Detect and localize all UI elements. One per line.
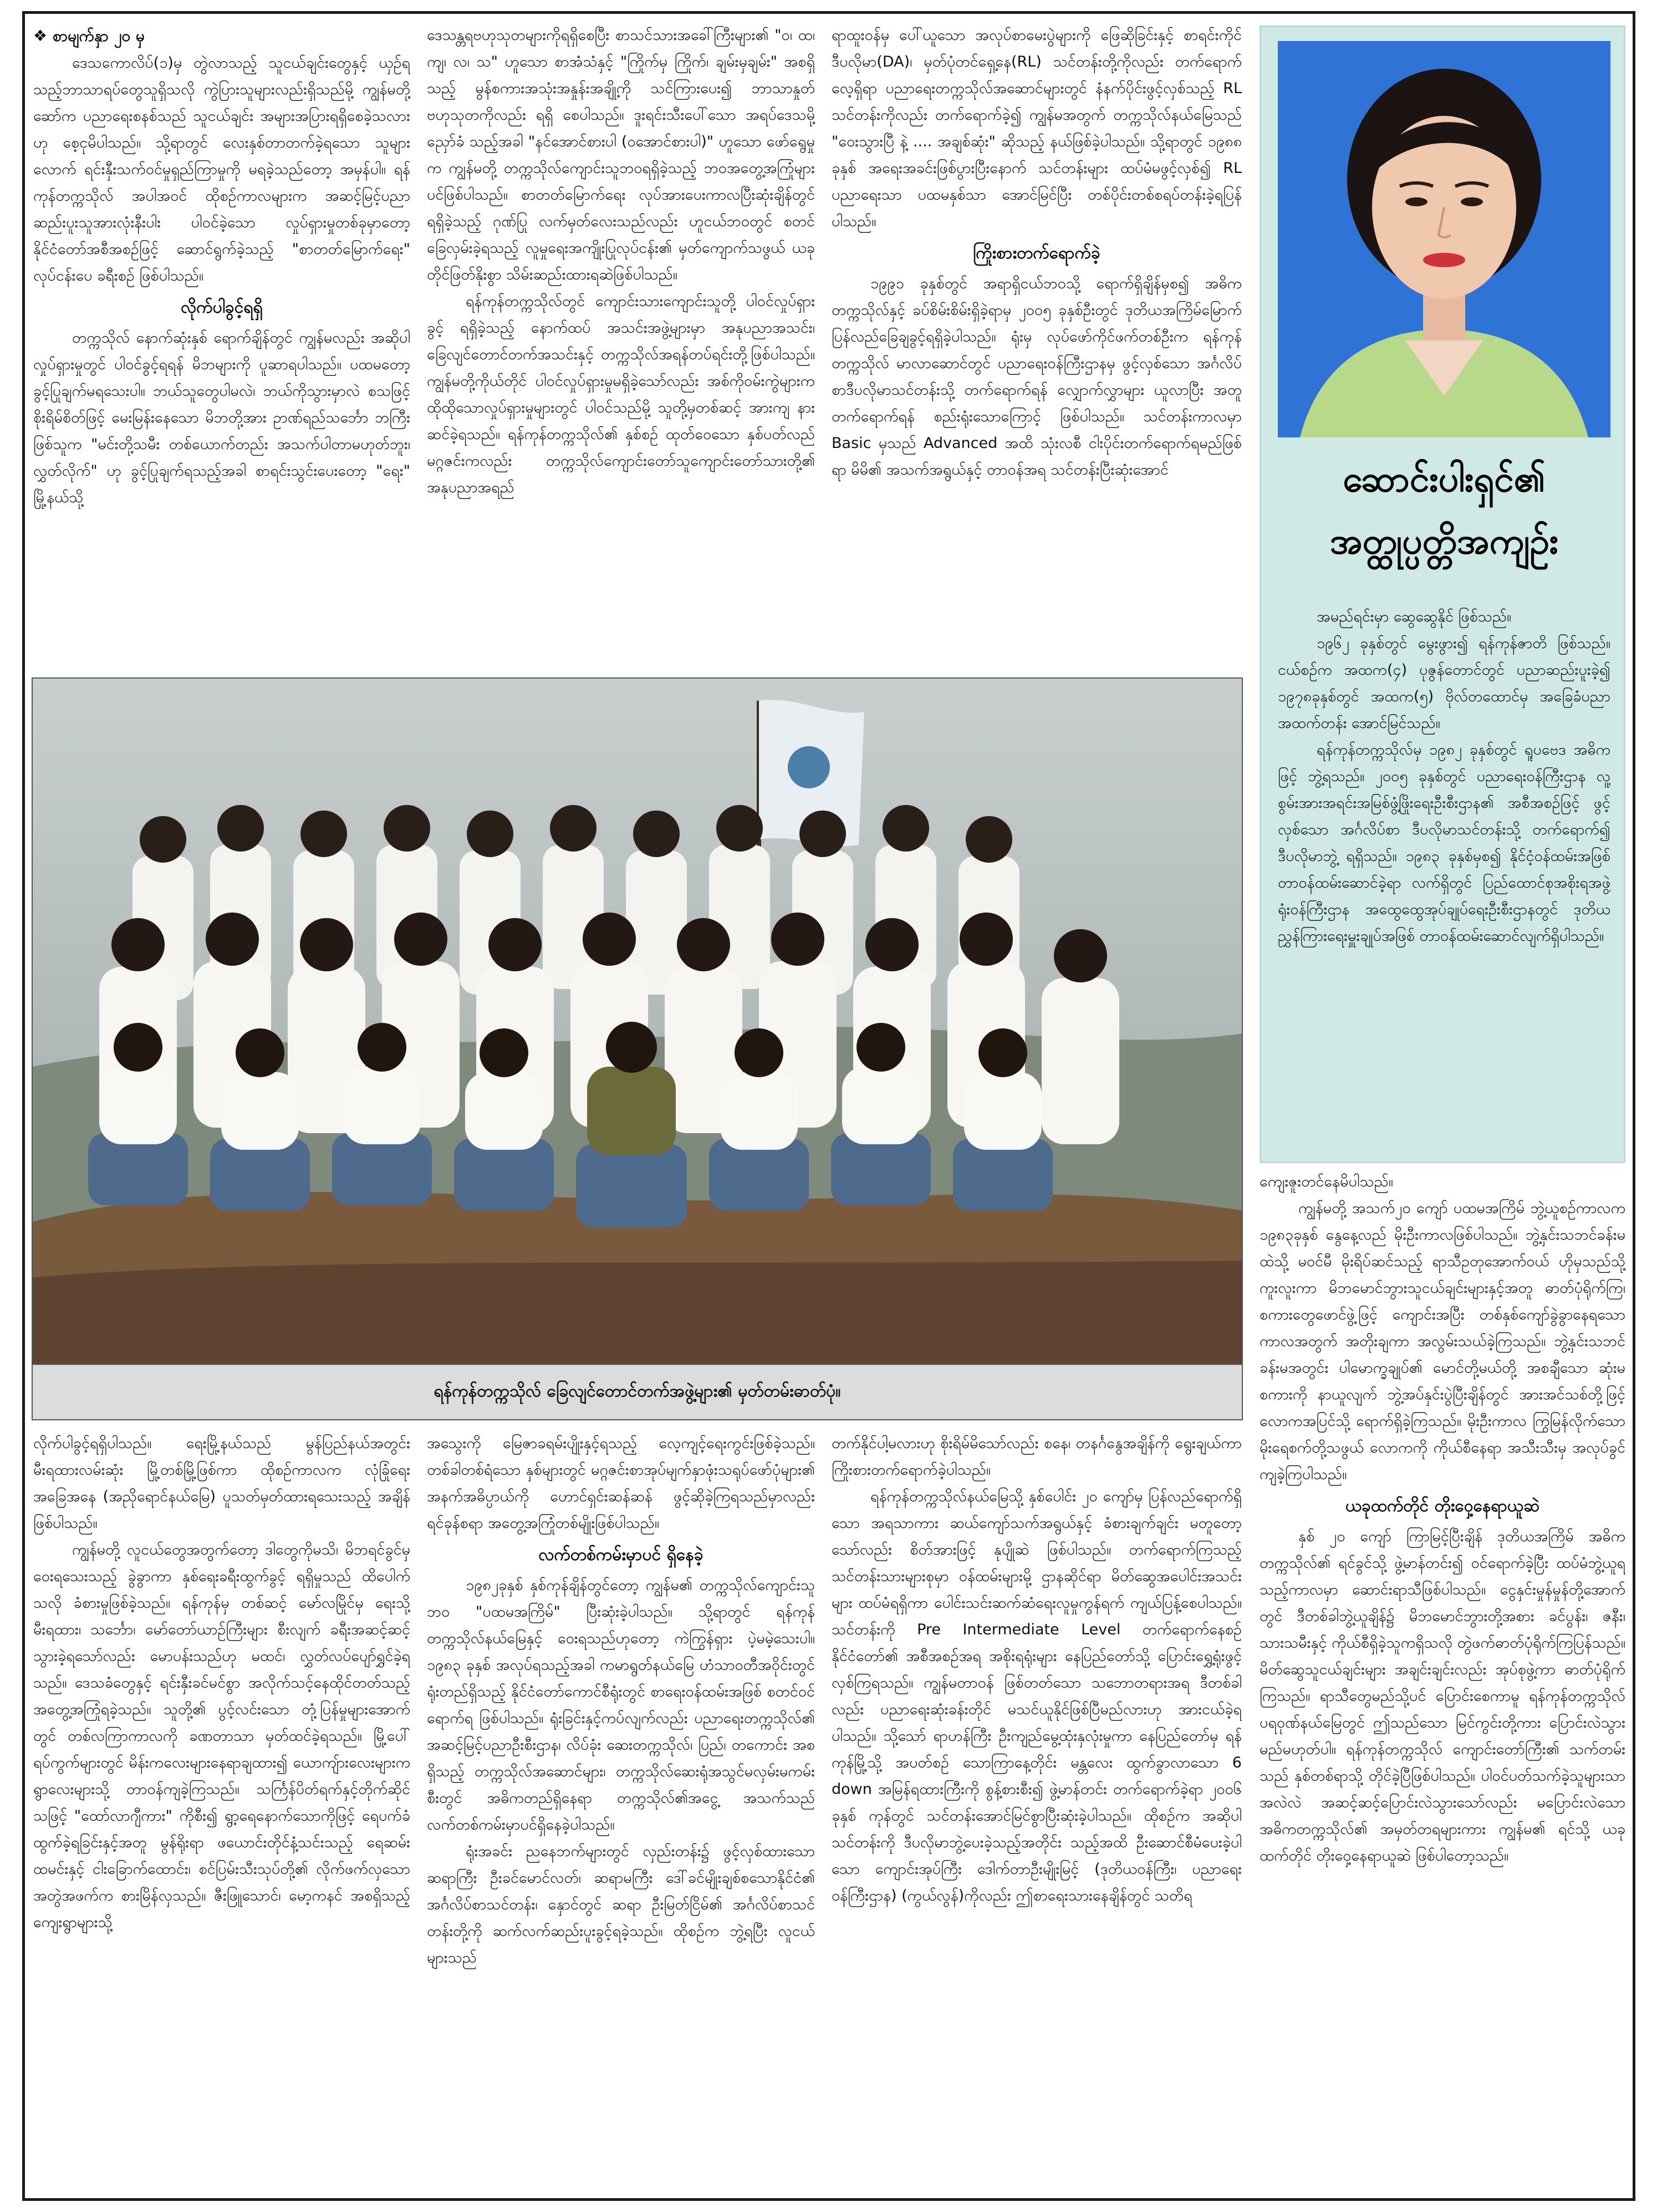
paragraph: ကျေးဇူးတင်နေမိပါသည်။ xyxy=(1260,1173,1393,1190)
paragraph: ရုံးအခင်း ညနေဘက်များတွင် လှည်းတန်း၌ ဖွင့်လှစ်ထားသော ဆရာကြီး ဦးခင်မောင်လတ်၊ ဆရာမကြီး ဒေါ်ခင်မျိုးချစ်စသောနိုင်ငံ၏ အင်္ဂလိပ်စာသင်တန်း၊ နှောင်တွင် ဆရာ ဦးမြတ်ငြိမ်၏ အင်္ဂလိပ်စာသင်တန်းတို့ကို ဆက်လက်ဆည်းပူးခွင့်ရခဲ့သည်။ ထိုစဉ်က ဘွဲ့ရပြီး လူငယ်များသည် xyxy=(427,1843,815,1966)
paragraph: ၁၉၈၂ခုနှစ် နှစ်ကုန်ချိန်တွင်တော့ ကျွန်မ၏ တက္ကသိုလ်ကျောင်းသူဘဝ "ပထမအကြိမ်" ပြီးဆုံးခဲ့ပါသည်။ သို့ရာတွင် ရန်ကုန်တက္ကသိုလ်နယ်မြေနှင့် ဝေးရသည်ဟုတော့ ကဲကြွန်ရှား ပဲ့မမဲ့သေးပါ။ ၁၉၈၃ ခုနှစ် အလုပ်ရသည့်အခါ ကမာရွတ်နယ်မြေ ဟံသာဝတီအဝိုင်းတွင် ရုံးတည်ရှိသည့် နိုင်ငံတော်ကောင်စီရုံးတွင် စာရေးဝန်ထမ်းအဖြစ် စတင်ဝင်ရောက်ရ ဖြစ်ပါသည်။ ရုံးခြင်းနှင့်ကပ်လျက်လည်း ပညာရေးတက္ကသိုလ်၏ အဆင့်မြင့်ပညာဦးစီးဌာန၊ လိပ်ခုံး ဆေးတက္ကသိုလ်၊ ပြည်၊ တကောင်း အစရှိသည့် တက္ကသိုလ်အဆောင်များ၊ တက္ကသိုလ်ဆေးရုံအသွင်မလှမ်းမကမ်းစီးတွင် အဓိကတည်ရှိနေရာ တက္ကသိုလ်၏အငွေ့ အသက်သည် လက်တစ်ကမ်းမှာပင်ရှိနေခဲ့ပါသည်။ xyxy=(427,1577,815,1833)
photo-caption: ရန်ကုန်တက္ကသိုလ် ခြေလျင်တောင်တက်အဖွဲ့များ၏ မှတ်တမ်းဓာတ်ပုံ။ xyxy=(32,1365,1243,1420)
paragraph: အသွေးကို မြေဇာခရမ်းပျိုးနှင့်ရသည့် လေ့ကျင့်ရေးကွင်းဖြစ်ခဲ့သည်။ တစ်ခါတစ်ရံသော နှစ်များတွင် မဂ္ဂဇင်းစာအုပ်မျက်နှာဖုံးသရုပ်ဖော်ပုံများ၏ အနက်အဓိပ္ပာယ်ကို ဟောင်ရှင်းဆန်ဆန် ဖွင့်ဆိုခဲ့ကြရသည်မှာလည်း ရင်ခုန်စရာ အတွေ့အကြုံတစ်မျိုးဖြစ်ပါသည်။ xyxy=(427,1435,815,1532)
bio-text xyxy=(1278,604,1610,1153)
article-column-1 xyxy=(33,22,410,674)
paragraph: ဒေသန္တရဗဟုသုတများကိုရရှိစေပြီး စာသင်သားအခေါ်ကြီးများ၏ "ဝ၊ ထ၊ ကျ၊ လ၊ သ" ဟူသော စာအံသံနှင့် "ကြိုက်မှ ကြိုက်၊ ချမ်းမှချမ်း" အစရှိသည့် မွန်စကားအသုံးအနှုန်းအချို့ကို သင်ကြားပေး၍ ဘာသာနှုတ်ဗဟုသုတကိုလည်း ရရှိ စေပါသည်။ ဒူးရင်းသီးပေါ်သော အရပ်ဒေသမို့ ညှော်ခံ သည့်အခါ "နင်အောင်စားပါ (ဝအောင်စားပါ)" ဟူသော ဖော်ရွေမှုက ကျွန်မတို့ တက္ကသိုလ်ကျောင်းသူဘဝရရှိခဲ့သည့် ဘဝအတွေ့အကြုံများပင်ဖြစ်ပါသည်။ စာတတ်မြောက်ရေး လုပ်အားပေးကာလပြီးဆုံးချိန်တွင် ရရှိခဲ့သည့် ဂုဏ်ပြု လက်မှတ်လေးသည်လည်း ဟူငယ်ဘဝတွင် စတင်ခြေလှမ်းခဲ့ရသည့် လူမှုရေးအကျိုးပြုလုပ်ငန်း၏ မှတ်ကျောက်သဖွယ် ယခုတိုင်ဖြတ်နိုးစွာ သိမ်းဆည်းထားရဆဲဖြစ်ပါသည်။ xyxy=(427,27,815,283)
subheading-hand: လက်တစ်ကမ်းမှာပင် ရှိနေခဲ့ xyxy=(538,1545,703,1564)
paragraph: ဒေသကောလိပ်(၁)မှ တွဲလာသည့် သူငယ်ချင်းတွေနှင့် ယှဉ်ရသည့်ဘာသာရပ်တွေသူရှိသလို ကွဲပြားသူများလည်းရှိသည်မို့ ကျွန်မတို့ဆော်က ပညာရေးစနစ်သည် သူငယ်ချင်း အများအပြားရရှိစေခဲ့သလားဟု စေ့ငုမိပါသည်။ သို့ရာတွင် လေးနှစ်တာတက်ခဲ့ရသော သူများလောက် ရင်းနှီးသက်ဝင်မှုရှည်ကြာမှုကို မရခဲ့သည်တော့ အမှန်ပါ။ ရန်ကုန်တက္ကသိုလ် အပါအဝင် ထိုစဉ်ကာလများက အဆင့်မြင့်ပညာ ဆည်းပူးသူအားလုံးနီးပါး ပါဝင်ခဲ့သော လှုပ်ရှားမှုတစ်ခုမှာတော့ နိုင်ငံတော်အစီအစဉ်ဖြင့် ဆောင်ရွက်ခဲ့သည့် "စာတတ်မြောက်ရေး" လုပ်ငန်းပေ ခရီးစဉ် ဖြစ်ပါသည်။ xyxy=(33,54,410,284)
paragraph: တက်နိုင်ပါ့မလားဟု စိုးရိမ်မိသော်လည်း စနေ၊ တနင်္ဂနွေအချိန်ကို ရွေးချယ်ကာ ကြိုးစားတက်ရောက်ခဲ့ပါသည်။ xyxy=(832,1435,1242,1479)
article-column-2 xyxy=(427,22,815,674)
portrait-illustration xyxy=(1278,41,1610,437)
paragraph: ၁၉၉၁ ခုနှစ်တွင် အရာရှိငယ်ဘဝသို့ ရောက်ရှိချိန်မှစ၍ အဓိကတက္ကသိုလ်နှင့် ခပ်စိမ်းစိမ်းရှိခဲ့ရာမှ ၂၀၀၅ ခုနှစ်ဦးတွင် ဒုတိယအကြိမ်မြောက် ပြန်လည်ခြေချခွင့်ရရှိခဲ့ပါသည်။ ရုံးမှ လုပ်ဖော်ကိုင်ဖက်တစ်ဦးက ရန်ကုန်တက္ကသိုလ် မာလာဆောင်တွင် ပညာရေးဝန်ကြီးဌာနမှ ဖွင့်လှစ်သော အင်္ဂလိပ်စာဒီပလိုမာသင်တန်းသို့ တက်ရောက်ရန် လျှောက်လွှာများ ယူလာပြီး အတူတက်ရောက်ရန် စည်းရုံးသောကြောင့် ဖြစ်ပါသည်။ သင်တန်းကာလမှာ Basic မှသည် Advanced အထိ သုံးလစီ ငါးပိုင်းတက်ရောက်ရမည်ဖြစ်ရာ မိမိ၏ အသက်အရွယ်နှင့် တာဝန်အရ သင်တန်းပြီးဆုံးအောင် xyxy=(832,275,1242,478)
bio-headline: ဆောင်းပါးရှင်၏ အတ္ထုပ္ပတ္တိအကျဉ်း xyxy=(1329,459,1559,562)
article-column-3 xyxy=(832,22,1242,674)
subheading-license: လိုက်ပါခွင့်ရရှိ xyxy=(181,298,263,317)
paragraph: လိုက်ပါခွင့်ရရှိပါသည်။ ရေးမြို့နယ်သည် မွန်ပြည်နယ်အတွင်း မီးရထားလမ်းဆုံး မြို့တစ်မြို့ဖြစ်ကာ ထိုစဉ်ကာလက လုံခြုံရေးအခြေအနေ (အညိုရောင်နယ်မြေ) ပူသတ်မှတ်ထားရသေးသည့် အချိန်ဖြစ်ပါသည်။ xyxy=(33,1435,410,1532)
bio-paragraph: ၁၉၆၂ ခုနှစ်တွင် မွေးဖွား၍ ရန်ကုန်ဇာတိ ဖြစ်သည်။ ငယ်စဉ်က အထက(၄) ပုဇွန်တောင်တွင် ပညာဆည်းပူးခဲ့၍ ၁၉၇၈ခုနှစ်တွင် အထက(၅) ဗိုလ်တထောင်မှ အခြေခံပညာအထက်တန်း အောင်မြင်သည်။ xyxy=(1278,635,1610,732)
article-column-bottom-3 xyxy=(832,1430,1242,2187)
article-column-right xyxy=(1260,1169,1625,2189)
paragraph: ရန်ကုန်တက္ကသိုလ်တွင် ကျောင်းသားကျောင်းသူတို့ ပါဝင်လှုပ်ရှားခွင့် ရရှိခဲ့သည့် နောက်ထပ် အသင်းအဖွဲ့များမှာ အနုပညာအသင်း၊ ခြေလျင်တောင်တက်အသင်းနှင့် တက္ကသိုလ်အရန်တပ်ရင်းတို့ဖြစ်ပါသည်။ ကျွန်မတို့ကိုယ်တိုင် ပါဝင်လှုပ်ရှားမှုမရှိခဲ့သော်လည်း အစ်ကိုဝမ်းကွဲများက ထိုထိုသောလှုပ်ရှားမှုများတွင် ပါဝင်သည်မို့ သူတို့မှတစ်ဆင့် အားကျ နားဆင်ခဲ့ရသည်။ ရန်ကုန်တက္ကသိုလ်၏ နှစ်စဉ် ထုတ်ဝေသော နှစ်ပတ်လည်မဂ္ဂဇင်းကလည်း တက္ကသိုလ်ကျောင်းတော်သူကျောင်းတော်သားတို့၏ အနုပညာအရည် xyxy=(427,293,815,496)
author-portrait xyxy=(1278,41,1610,437)
author-bio-sidebar xyxy=(1260,26,1625,1163)
bio-paragraph: ရန်ကုန်တက္ကသိုလ်မှ ၁၉၈၂ ခုနှစ်တွင် ရူပဗေဒ အဓိကဖြင့် ဘွဲ့ရသည်။ ၂၀၀၅ ခုနှစ်တွင် ပညာရေးဝန်ကြီးဌာန လူ့စွမ်းအားအရင်းအမြစ်ဖွံ့ဖြိုးရေးဦးစီးဌာန၏ အစီအစဉ်ဖြင့် ဖွင့်လှစ်သော အင်္ဂလိပ်စာ ဒီပလိုမာသင်တန်းသို့ တက်ရောက်၍ ဒီပလိုမာဘွဲ့ ရရှိသည်။ ၁၉၈၃ ခုနှစ်မှစ၍ နိုင်ငံ့ဝန်ထမ်းအဖြစ် တာဝန်ထမ်းဆောင်ခဲ့ရာ လက်ရှိတွင် ပြည်ထောင်စုအစိုးရအဖွဲ့ရုံးဝန်ကြီးဌာန အထွေထွေအုပ်ချုပ်ရေးဦးစီးဌာနတွင် ဒုတိယညွှန်ကြားရေးမှူးချုပ်အဖြစ် တာဝန်ထမ်းဆောင်လျက်ရှိပါသည်။ xyxy=(1278,741,1610,945)
group-photo-illustration xyxy=(33,679,1243,1365)
paragraph: ကျွန်မတို့ အသက်၂၀ ကျော် ပထမအကြိမ် ဘွဲ့ယူစဉ်ကာလက ၁၉၈၃ခုနှစ် နွေနေ့လည် မိုးဦးကာလဖြစ်ပါသည်။ ဘွဲ့နှင်းသဘင်ခန်းမထဲသို့ မဝင်မီ မိုးရိပ်ဆင်သည့် ရာသီဥတုအောက်ဝယ် ဟိုမှသည်သို့ ကူးလူးကာ မိဘမောင်ဘွားသူငယ်ချင်းများနှင့်အတူ ဓာတ်ပုံရိုက်ကြ၊ စကားတွေဖောင်ဖွဲ့ဖြင့် ကျောင်းအပြီး တစ်နှစ်ကျော်ခွဲခွာနေရသောကာလအတွက် အတိုးချကာ အလွမ်းသယ်ခဲ့ကြသည်။ ဘွဲ့နှင်းသဘင်ခန်းမအတွင်း ပါမောက္ခချုပ်၏ မောင်တို့မယ်တို့ အစချီသော ဆုံးမစကားကို နာယူလျက် ဘွဲ့အပ်နှင်းပွဲပြီးချိန်တွင် အားအင်သစ်တို့ဖြင့် လောကအပြင်သို့ ရောက်ရှိခဲ့ကြသည်။ မိုးဦးကာလ ကြွမြန်လိုက်သော မိုးရေစက်တို့သဖွယ် လောကကို ကိုယ်စီနေရာ အသီးသီးမှ အလုပ်ခွင်ကျခဲ့ကြပါသည်။ xyxy=(1260,1200,1625,1483)
page-continuation-label: ❖ စာမျက်နှာ ၂၀ မှ xyxy=(33,27,145,45)
bio-paragraph: အမည်ရင်းမှာ ဆွေဆွေနိုင် ဖြစ်သည်။ xyxy=(1317,608,1512,625)
group-photo xyxy=(32,677,1243,1365)
paragraph: တက္ကသိုလ် နောက်ဆုံးနှစ် ရောက်ချိန်တွင် ကျွန်မလည်း အဆိုပါလှုပ်ရှားမှုတွင် ပါဝင်ခွင့်ရရန် မိဘများကို ပူဆာရပါသည်။ ပထမတော့ ခွင့်ပြုချက်မရသေးပါ။ ဘယ်သူတွေပါမလဲ၊ ဘယ်ကိုသွားမှာလဲ စသဖြင့် စိုးရိမ်စိတ်ဖြင့် မေးမြန်းနေသော မိဘတို့အား ဥာဏ်ရည်သင်္ဘော ဘကြီးဖြစ်သူက "မင်းတို့သမီး တစ်ယောက်တည်း အသက်ပါတာမဟုတ်ဘူး၊ လွှတ်လိုက်" ဟု ခွင့်ပြုချက်ရသည့်အခါ စာရင်းသွင်းပေးတော့ "ရေး" မြို့နယ်သို့ xyxy=(33,329,410,506)
paragraph: ရန်ကုန်တက္ကသိုလ်နယ်မြေသို့ နှစ်ပေါင်း ၂၀ ကျော်မှ ပြန်လည်ရောက်ရှိသော အရသာကား ဆယ်ကျော်သက်အရွယ်နှင့် ခံစားချက်ချင်း မတူတော့သော်လည်း စိတ်အားဖြင့် နုပျိုဆဲ ဖြစ်ပါသည်။ တက်ရောက်ကြသည့် သင်တန်းသားများစုမှာ ဝန်ထမ်းများမို့ ဌာနဆိုင်ရာ မိတ်ဆွေအပေါင်းအသင်းများ ထပ်မံရရှိကာ ပေါင်းသင်းဆက်ဆံရေးလူမှုကွန်ရက် ကျယ်ပြန့်စေပါသည်။ သင်တန်းကို Pre Intermediate Level တက်ရောက်နေစဉ် နိုင်ငံတော်၏ အစီအစဉ်အရ အစိုးရရုံးများ နေပြည်တော်သို့ ပြောင်းရွှေ့ရုံးဖွင့်လှစ်ကြရသည်။ ကျွန်မတာဝန် ဖြစ်တတ်သော သဘောတရားအရ ဒီတစ်ခါလည်း ပညာရေးဆုံးခန်းတိုင် မသင်ယူနိုင်ဖြစ်ပြီမည်လားဟု အားငယ်ခဲ့ရပါသည်။ သို့သော် ရာဟန်ကြီး ဦးကျည်မွေ့ထုံးနှလုံးမှုကာ နေပြည်တော်မှ ရန်ကုန်မြို့သို့ အပတ်စဉ် သောကြာနေ့တိုင်း မန္တလေး ထွက်ခွာလာသော 6 down အမြန်ရထားကြီးကို စွန့်စားစီး၍ ဖွဲ့မာန်တင်း တက်ရောက်ခဲ့ရာ ၂၀၀၆ ခုနှစ် ကုန်တွင် သင်တန်းအောင်မြင်စွာပြီးဆုံးခဲ့ပါသည်။ ထိုစဉ်က အဆိုပါသင်တန်းကို ဒီပလိုမာဘွဲ့ပေးခဲ့သည့်အတိုင်း သည့်အထိ ဦးဆောင်စီမံပေးခဲ့ပါသော ကျောင်းအုပ်ကြီး ဒေါက်တာဦးမျိုးမြင့် (ဒုတိယဝန်ကြီး၊ ပညာရေးဝန်ကြီးဌာန) (ကွယ်လွန်)ကိုလည်း ဤစာရေးသားနေချိန်တွင် သတိရ xyxy=(832,1488,1242,1904)
subheading-retire: ယခုထက်တိုင် တိုးဝှေ့နေရာယူဆဲ xyxy=(1345,1496,1540,1516)
subheading-trek: ကြိုးစားတက်ရောက်ခဲ့ xyxy=(973,243,1100,263)
paragraph: ကျွန်မတို့ လူငယ်တွေအတွက်တော့ ဒါတွေကိုမသိ၊ မိဘရင်ခွင်မှဝေးရသေးသည့် ခွဲခွာကာ နှစ်ရေးခရီးထွက်ခွင့် ရရှိမှုသည် ထိပေါက်သလို ခံစားမှုဖြစ်ခဲ့သည်။ ရန်ကုန်မှ တစ်ဆင့် မော်လမြိုင်မှ ရေးသို့ မီးရထား၊ သင်္ဘော၊ မော်တော်ယာဉ်ကြီးများ စီးလျက် ခရီးအဆင့်ဆင့် သွားခဲ့ရသော်လည်း မောပန်းသည်ဟု မထင်၊ လွှတ်လပ်ပျော်ရွှင်ခဲ့ရသည်။ ဒေသခံတွေနှင့် ရင်းနှီးခင်မင်စွာ အလိုက်သင့်နေထိုင်တတ်သည့် အတွေ့အကြုံရခဲ့သည်။ သူတို့၏ ပွင့်လင်းသော တုံ့ပြန်မှုများအောက်တွင် တစ်လကြာကာလကို ခဏတာသာ မှတ်ထင်ခဲ့ရသည်။ မြို့ပေါ်ရပ်ကွက်များတွင် မိန်းကလေးများနေရာချထား၍ ယောကျ်ားလေးများက ရွာလေးများသို့ တာဝန်ကျခဲ့ကြသည်။ သင်္ကြန်ပိတ်ရက်နှင့်တိုက်ဆိုင်သဖြင့် "ထော်လာဂျီကား" ကိုစီး၍ ရွာ့ရေနောက်သောကိုဖြင့် ရေပက်ခံထွက်ခဲ့ရခြင်းနှင့်အတူ မွန်ရိုးရာ ဖယောင်းတိုင်နံ့သင်းသည့် ရေဆမ်းထမင်းနှင့် ငါးခြောက်ထောင်း၊ စင်ပြမ်းသီးသုပ်တို့၏ လိုက်ဖက်လှသော အတွဲအဖက်က စားမြိန်လှသည်။ ဇီးဖြူသောင်၊ မော့ကနင် အစရှိသည့် ကျေးရွာများသို့ xyxy=(33,1541,410,1931)
paragraph: နှစ် ၂၀ ကျော် ကြာမြင့်ပြီးချိန် ဒုတိယအကြိမ် အဓိကတက္ကသိုလ်၏ ရင်ခွင်သို့ ဖွဲ့မာန်တင်း၍ ဝင်ရောက်ခဲ့ပြီး ထပ်မံဘွဲ့ယူရသည့်ကာလမှာ ဆောင်းရာသီဖြစ်ပါသည်။ ငွေနှင်းမှုန်မှုန်တို့အောက်တွင် ဒီတစ်ခါဘွဲ့ယူချိန်၌ မိဘမောင်ဘွားတို့အစား ခင်ပွန်း၊ ဇနီး၊ သားသမီးနှင့် ကိုယ်စီရှိခဲ့သူကရှိသလို တွဲဖက်ဓာတ်ပုံရိုက်ကြပြန်သည်။ မိတ်ဆွေသူငယ်ချင်းများ အချင်းချင်းလည်း အုပ်စုဖွဲ့ကာ ဓာတ်ပုံရိုက်ကြသည်။ ရာသီတွေမည်သို့ပင် ပြောင်းစေကာမူ ရန်ကုန်တက္ကသိုလ် ပရဝုဏ်နယ်မြေတွင် ဤသည်သော မြင်ကွင်းတို့ကား ပြောင်းလဲသွားမည်မဟုတ်ပါ။ ရန်ကုန်တက္ကသိုလ် ကျောင်းတော်ကြီး၏ သက်တမ်းသည် နှစ်တစ်ရာသို့ တိုင်ခဲ့ပြီဖြစ်ပါသည်။ ပါဝင်ပတ်သက်ခဲ့သူများသာ အလဲလဲ အဆင့်ဆင့်ပြောင်းလဲသွားသော်လည်း မပြောင်းလဲသော အဓိကတက္ကသိုလ်၏ အမှတ်တရများကား ကျွန်မ၏ ရင်သို့ ယခုထက်တိုင် တိုးဝှေ့နေရာယူဆဲ ဖြစ်ပါတော့သည်။ xyxy=(1260,1528,1625,1864)
paragraph: ရာထူးဝန်မှ ပေါ်ယူသော အလုပ်စာမေးပွဲများကို ဖြေဆိုခြင်းနှင့် စာရင်းကိုင် ဒီပလိုမာ(DA)၊ မှတ်ပုံတင်ရှေ့နေ(RL) သင်တန်းတို့ကိုလည်း တက်ရောက်လေ့ရှိရာ ပညာရေးတက္ကသိုလ်အဆောင်များတွင် နံနက်ပိုင်းဖွင့်လှစ်သည့် RL သင်တန်းကိုလည်း တက်ရောက်ခဲ့၍ ကျွန်မအတွက် တက္ကသိုလ်နယ်မြေသည် "ဝေးသွားပြီ နဲ့ .... အချစ်ဆုံး" ဆိုသည့် နယ်ဖြစ်ခဲ့ပါသည်။ သို့ရာတွင် ၁၉၈၈ ခုနှစ် အရေးအခင်းဖြစ်ပွားပြီးနောက် သင်တန်းများ ထပ်မံမဖွင့်လှစ်၍ RL ပညာရေးသာ ပထမနှစ်သာ အောင်မြင်ပြီး တစ်ပိုင်းတစ်စရပ်တန်းခဲ့ရပြန်ပါသည်။ xyxy=(832,27,1242,230)
article-column-bottom-1 xyxy=(33,1430,410,2187)
article-column-bottom-2 xyxy=(427,1430,815,2187)
